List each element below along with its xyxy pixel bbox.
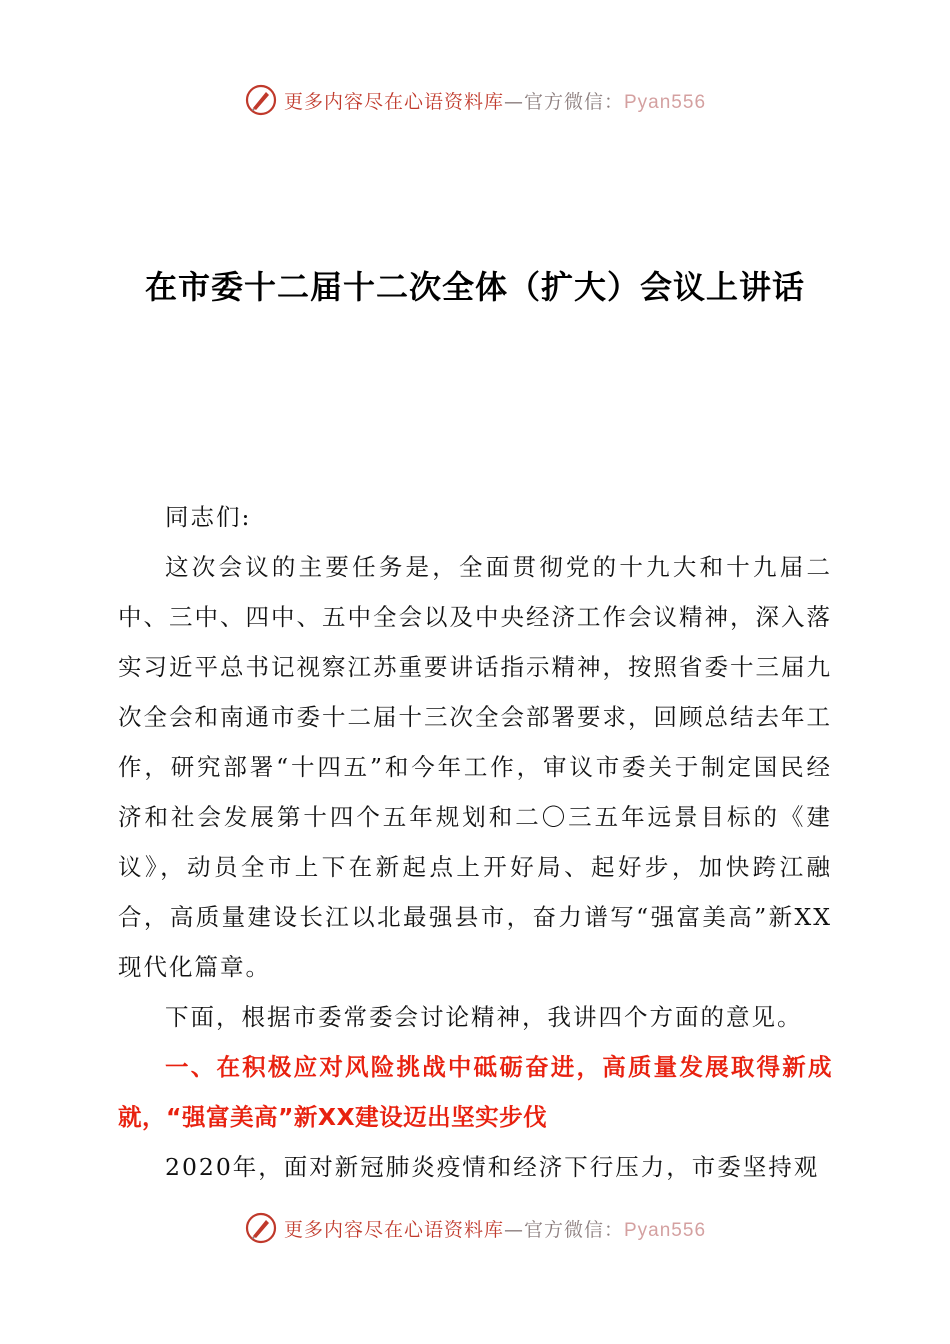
document-title: 在市委十二届十二次全体（扩大）会议上讲话 [144,268,805,306]
banner-wechat-id: Pyan556 [624,1219,707,1241]
paragraph: 下面，根据市委常委会讨论精神，我讲四个方面的意见。 [165,1003,803,1031]
pen-circle-logo-icon [244,1211,278,1245]
banner-official-label: 官方微信： [523,1218,624,1241]
salutation: 同志们: [165,503,252,531]
paragraph: 2020年，面对新冠肺炎疫情和经济下行压力，市委坚持观 [165,1153,820,1181]
footer-banner [0,1208,950,1248]
banner-separator: — [503,90,524,113]
pen-circle-logo-icon [244,83,278,117]
banner-main-text: 更多内容尽在心语资料库 [283,1218,504,1241]
banner-separator: — [503,1218,524,1241]
document-body [118,492,832,1192]
paragraph: 这次会议的主要任务是，全面贯彻党的十九大和十九届二中、三中、四中、五中全会以及中央经济工作会议精神，深入落实习近平总书记视察江苏重要讲话指示精神，按照省委十三届九次全会和南通市委十二届十三次全会部署要求，回顾总结去年工作，研究部署“十四五”和今年工作，审议市委关于制定国民经济和社会发展第十四个五年规划和二〇三五年远景目标的《建议》，动员全市上下在新起点上开好局、起好步，加快跨江融合，高质量建设长江以北最强县市，奋力谱写“强富美高”新XX现代化篇章。 [118,553,832,981]
banner-text [284,87,706,114]
header-banner [0,80,950,120]
banner-wechat-id: Pyan556 [624,91,707,113]
section-heading: 一、在积极应对风险挑战中砥砺奋进，高质量发展取得新成就，“强富美高”新XX建设迈出坚实步伐 [118,1053,832,1131]
banner-main-text: 更多内容尽在心语资料库 [283,90,504,113]
banner-text [284,1215,706,1242]
banner-official-label: 官方微信： [523,90,624,113]
